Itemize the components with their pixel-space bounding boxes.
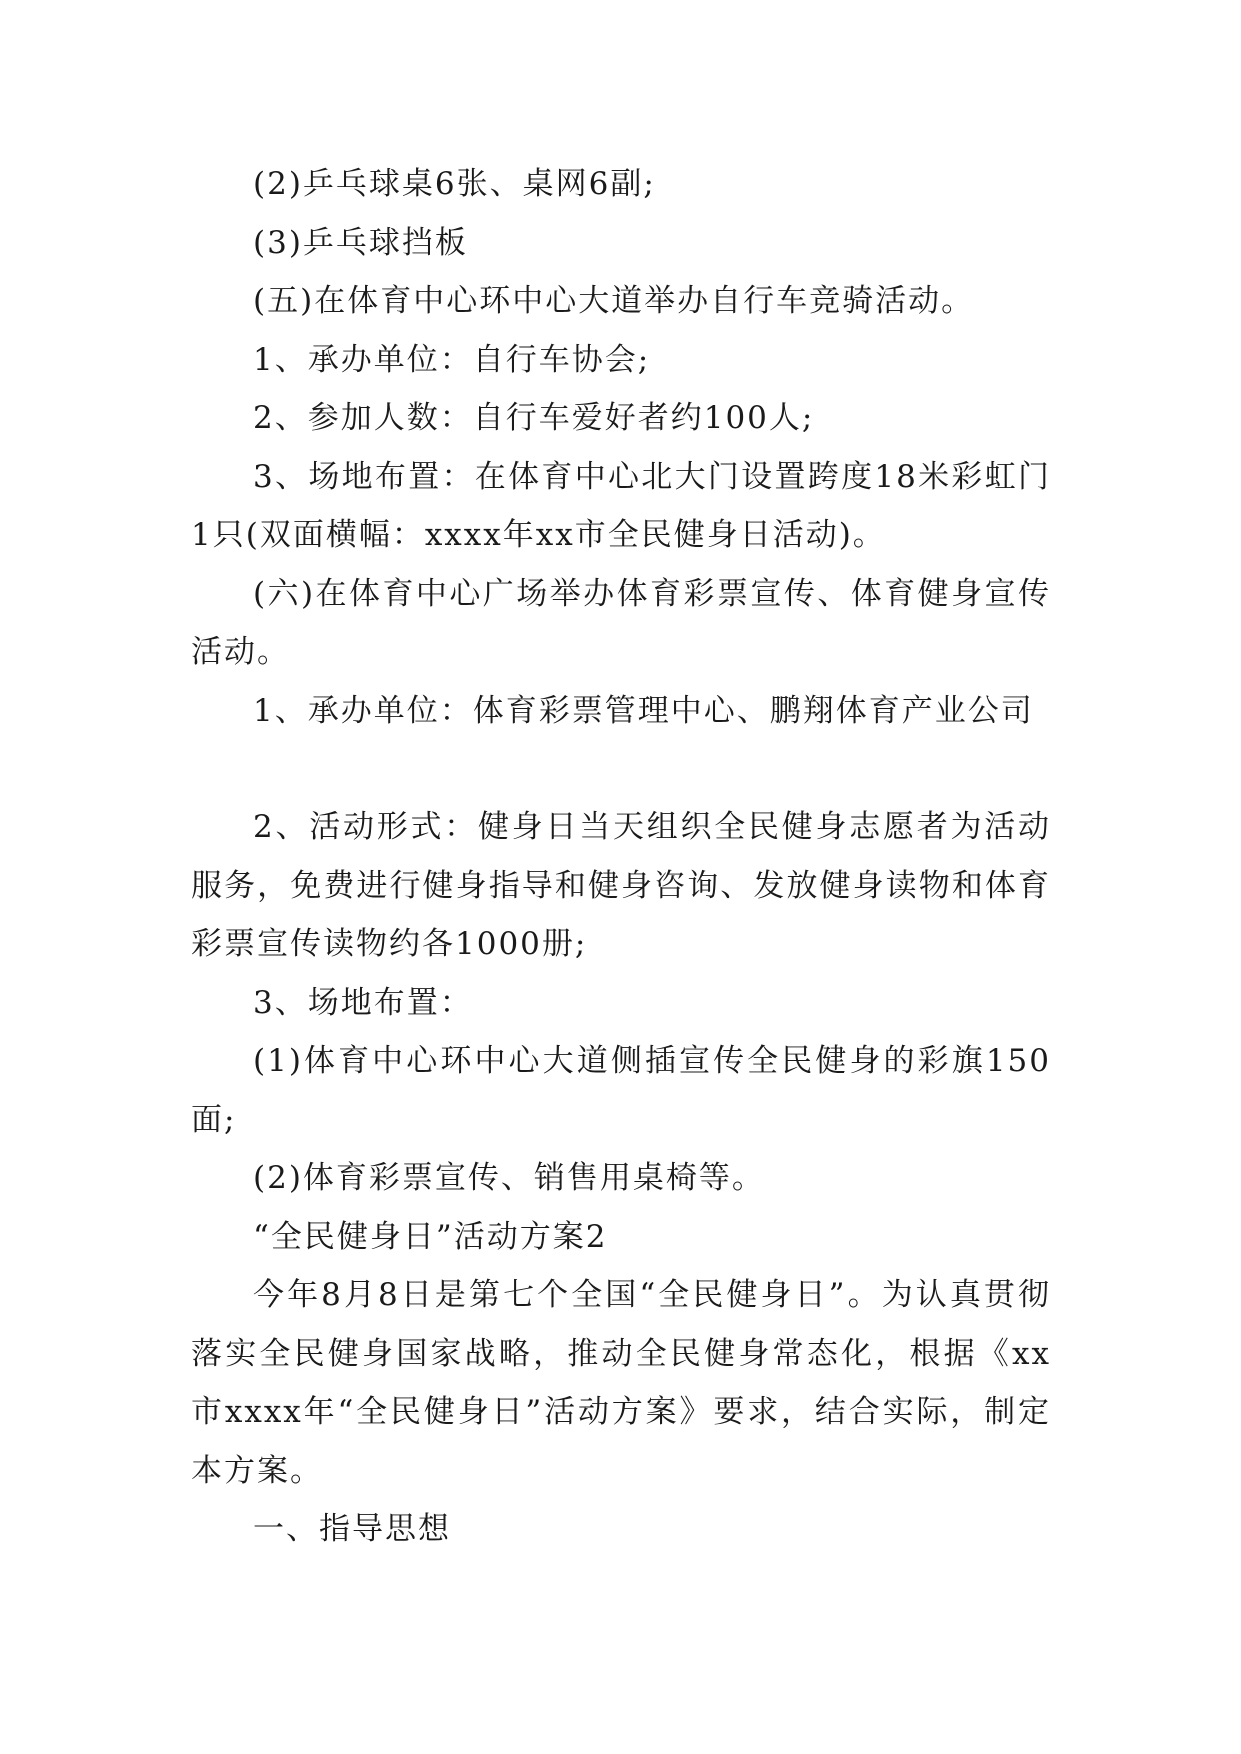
paragraph-lottery-format: 2、活动形式：健身日当天组织全民健身志愿者为活动服务，免费进行健身指导和健身咨询、发放健身读物和体育彩票宣传读物约各1000册; xyxy=(191,809,1051,962)
document-body xyxy=(191,155,1051,1559)
paragraph-tables-chairs: (2)体育彩票宣传、销售用桌椅等。 xyxy=(253,1160,765,1196)
paragraph-plan-two-intro: 今年8月8日是第七个全国“全民健身日”。为认真贯彻落实全民健身国家战略，推动全民健身常态化，根据《xx市xxxx年“全民健身日”活动方案》要求，结合实际，制定本方案。 xyxy=(191,1277,1051,1489)
paragraph-flags: (1)体育中心环中心大道侧插宣传全民健身的彩旗150面; xyxy=(191,1043,1051,1138)
paragraph-cycling-venue: 3、场地布置：在体育中心北大门设置跨度18米彩虹门1只(双面横幅：xxxx年xx市全民健身日活动)。 xyxy=(191,458,1051,553)
paragraph-cycling-participants: 2、参加人数：自行车爱好者约100人; xyxy=(253,400,815,436)
paragraph-section-six-heading: (六)在体育中心广场举办体育彩票宣传、体育健身宣传活动。 xyxy=(191,575,1051,670)
blank-line xyxy=(191,740,1051,798)
paragraph-table-tennis-barriers: (3)乒乓球挡板 xyxy=(253,224,468,261)
paragraph-lottery-organizer: 1、承办单位：体育彩票管理中心、鹏翔体育产业公司 xyxy=(253,692,1034,729)
paragraph-cycling-organizer: 1、承办单位：自行车协会; xyxy=(253,341,651,378)
paragraph-table-tennis-tables: (2)乒乓球桌6张、桌网6副; xyxy=(253,166,656,202)
paragraph-guiding-thought-heading: 一、指导思想 xyxy=(253,1511,451,1547)
paragraph-plan-two-title: “全民健身日”活动方案2 xyxy=(253,1218,608,1255)
paragraph-lottery-venue: 3、场地布置： xyxy=(253,984,473,1021)
paragraph-section-five-heading: (五)在体育中心环中心大道举办自行车竞骑活动。 xyxy=(253,283,975,319)
